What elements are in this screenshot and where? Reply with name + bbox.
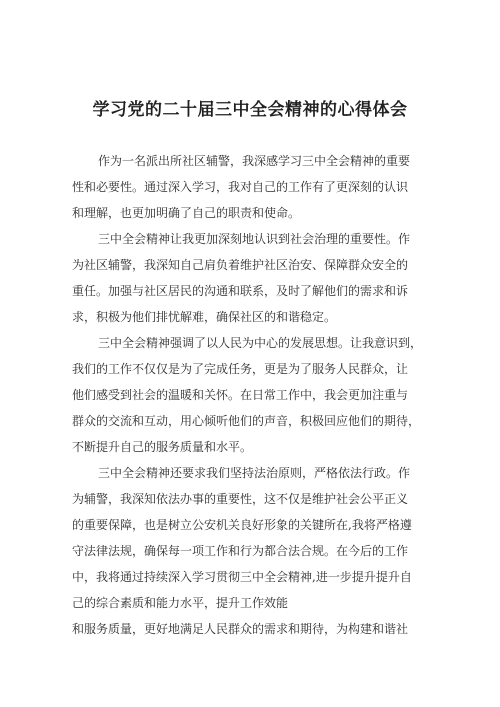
paragraph-1-line-1: 作为一名派出所社区辅警，我深感学习三中全会精神的重要 <box>98 154 411 168</box>
paragraph-1-line-3: 和理解，也更加明确了自己的职责和使命。 <box>72 206 301 220</box>
paragraph-4-line-1: 三中全会精神还要求我们坚持法治原则，严格依法行政。作 <box>98 466 411 480</box>
paragraph-2-line-2: 为社区辅警，我深知自己肩负着维护社区治安、保障群众安全的 <box>72 258 409 272</box>
paragraph-4-line-6: 己的综合素质和能力水平，提升工作效能 <box>72 596 289 610</box>
document-body <box>72 148 432 642</box>
paragraph-1-line-2: 性和必要性。通过深入学习，我对自己的工作有了更深刻的认识 <box>72 180 409 194</box>
paragraph-3-line-2: 我们的工作不仅仅是为了完成任务，更是为了服务人民群众，让 <box>72 362 409 376</box>
paragraph-3-line-1: 三中全会精神强调了以人民为中心的发展思想。让我意识到， <box>98 336 423 350</box>
paragraph-4-line-7: 和服务质量，更好地满足人民群众的需求和期待，为构建和谐社 <box>72 622 409 636</box>
paragraph-4-line-2: 为辅警，我深知依法办事的重要性，这不仅是维护社会公平正义 <box>72 492 409 506</box>
paragraph-2-line-3: 重任。加强与社区居民的沟通和联系，及时了解他们的需求和诉 <box>72 284 409 298</box>
paragraph-4-line-5: 中，我将通过持续深入学习贯彻三中全会精神,进一步提升提升自 <box>72 570 412 584</box>
paragraph-2-line-1: 三中全会精神让我更加深刻地认识到社会治理的重要性。作 <box>98 232 411 246</box>
paragraph-4-line-3: 的重要保障，也是树立公安机关良好形象的关键所在,我将严格遵 <box>72 518 412 532</box>
paragraph-3-line-5: 不断提升自己的服务质量和水平。 <box>72 440 253 454</box>
paragraph-3-line-4: 群众的交流和互动，用心倾听他们的声音，积极回应他们的期待， <box>72 414 421 428</box>
paragraph-4-line-4: 守法律法规，确保每一项工作和行为都合法合规。在今后的工作 <box>72 544 409 558</box>
paragraph-3-line-3: 他们感受到社会的温暖和关怀。在日常工作中，我会更加注重与 <box>72 388 409 402</box>
paragraph-2-line-4: 求，积极为他们排忧解难，确保社区的和谐稳定。 <box>72 310 337 324</box>
document-title: 学习党的二十届三中全会精神的心得体会 <box>92 100 408 120</box>
